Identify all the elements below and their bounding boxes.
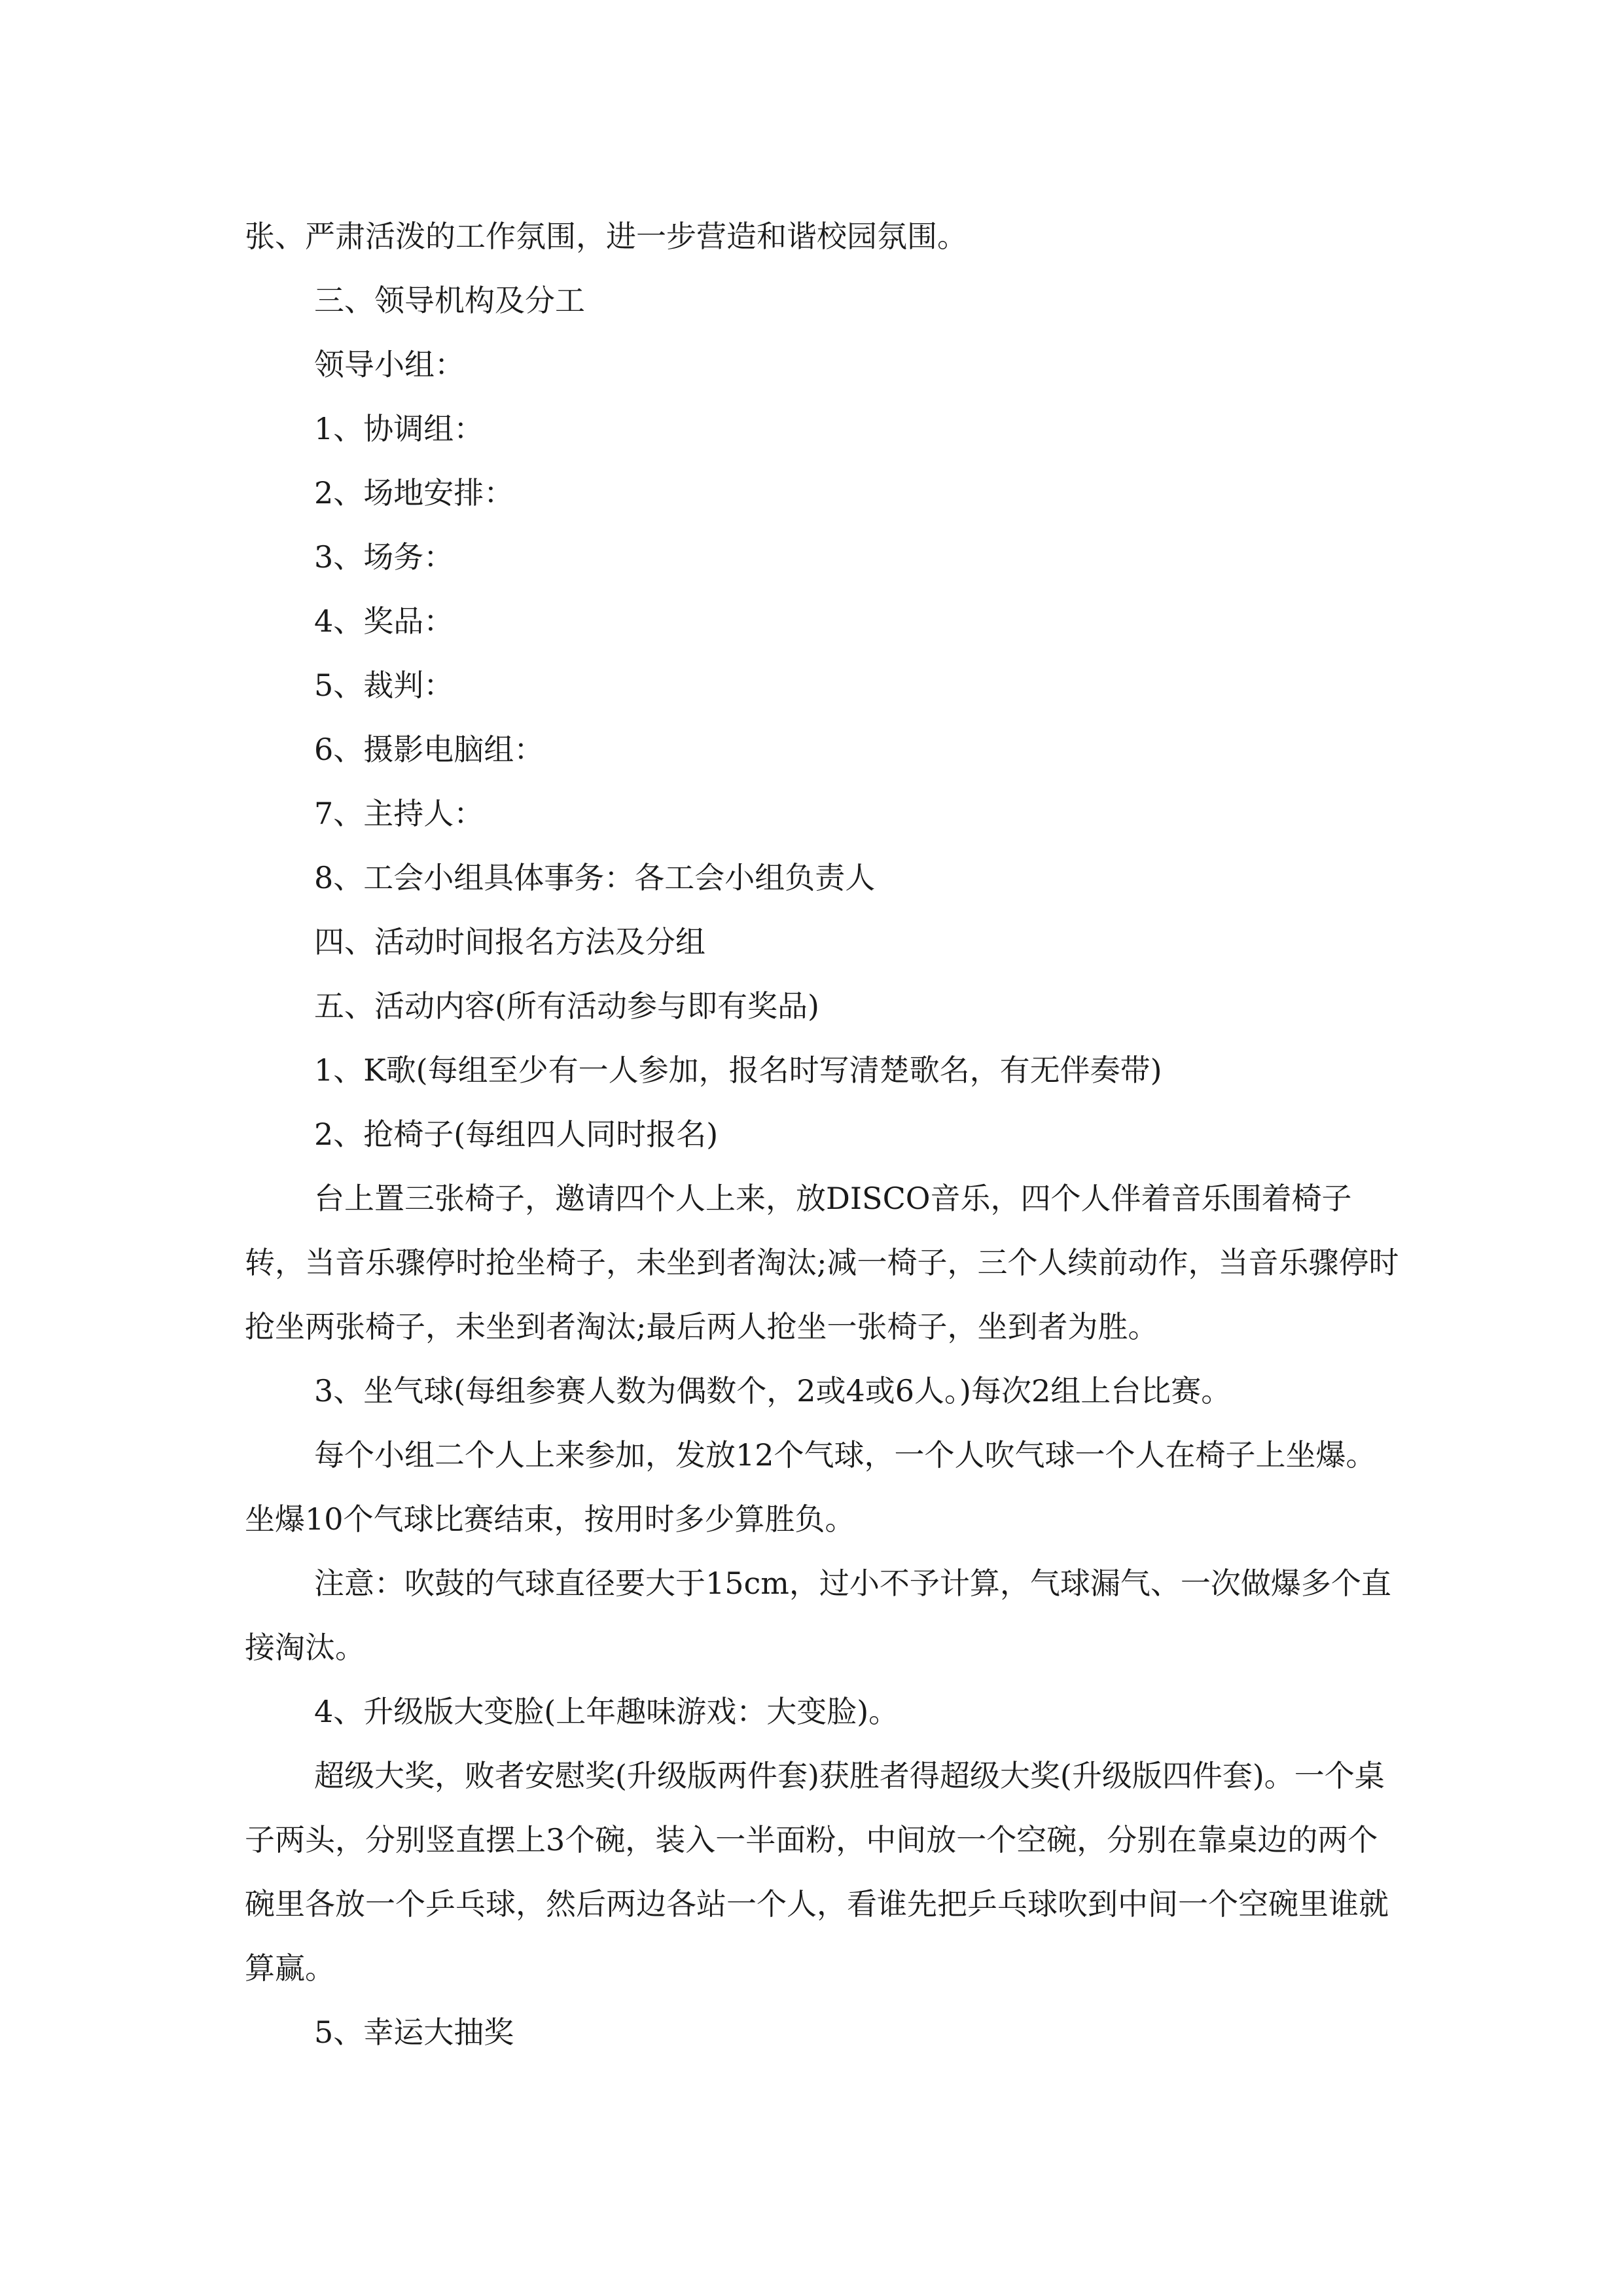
list-item: 3、场务： (314, 539, 454, 575)
note-paragraph: 注意：吹鼓的气球直径要大于15cm，过小不予计算，气球漏气、一次做爆多个直接淘汰。 (245, 1566, 1391, 1665)
paragraph: 台上置三张椅子，邀请四个人上来，放DISCO音乐，四个人伴着音乐围着椅子转，当音乐骤停时抢坐椅子，未坐到者淘汰;减一椅子，三个人续前动作，当音乐骤停时抢坐两张椅子，未坐到者淘汰;最后两人抢坐一张椅子，坐到者为胜。 (245, 1181, 1399, 1344)
list-item: 6、摄影电脑组： (314, 732, 544, 767)
list-item: 2、场地安排： (314, 475, 514, 511)
paragraph: 超级大奖，败者安慰奖(升级版两件套)获胜者得超级大奖(升级版四件套)。一个桌子两头，分别竖直摆上3个碗，装入一半面粉，中间放一个空碗，分别在靠桌边的两个碗里各放一个乒乓球，然后两边各站一个人，看谁先把乒乓球吹到中间一个空碗里谁就算赢。 (245, 1758, 1389, 1986)
list-item: 7、主持人： (314, 796, 484, 831)
list-item: 5、幸运大抽奖 (314, 2015, 514, 2050)
section-heading: 五、活动内容(所有活动参与即有奖品) (314, 988, 819, 1024)
section-heading: 三、领导机构及分工 (314, 283, 585, 318)
list-item: 1、协调组： (314, 411, 484, 446)
list-item: 4、升级版大变脸(上年趣味游戏：大变脸)。 (314, 1694, 899, 1729)
list-item: 4、奖品： (314, 603, 454, 639)
paragraph: 领导小组： (314, 347, 465, 382)
list-item: 8、工会小组具体事务：各工会小组负责人 (314, 860, 876, 895)
paragraph: 每个小组二个人上来参加，发放12个气球，一个人吹气球一个人在椅子上坐爆。坐爆10个气球比赛结束，按用时多少算胜负。 (245, 1437, 1376, 1537)
section-heading: 四、活动时间报名方法及分组 (314, 924, 705, 960)
list-item: 2、抢椅子(每组四人同时报名) (314, 1117, 719, 1152)
paragraph: 张、严肃活泼的工作氛围，进一步营造和谐校园氛围。 (245, 219, 967, 254)
list-item: 3、坐气球(每组参赛人数为偶数个，2或4或6人。)每次2组上台比赛。 (314, 1373, 1232, 1408)
list-item: 1、K歌(每组至少有一人参加，报名时写清楚歌名，有无伴奏带) (314, 1052, 1162, 1088)
list-item: 5、裁判： (314, 668, 454, 703)
